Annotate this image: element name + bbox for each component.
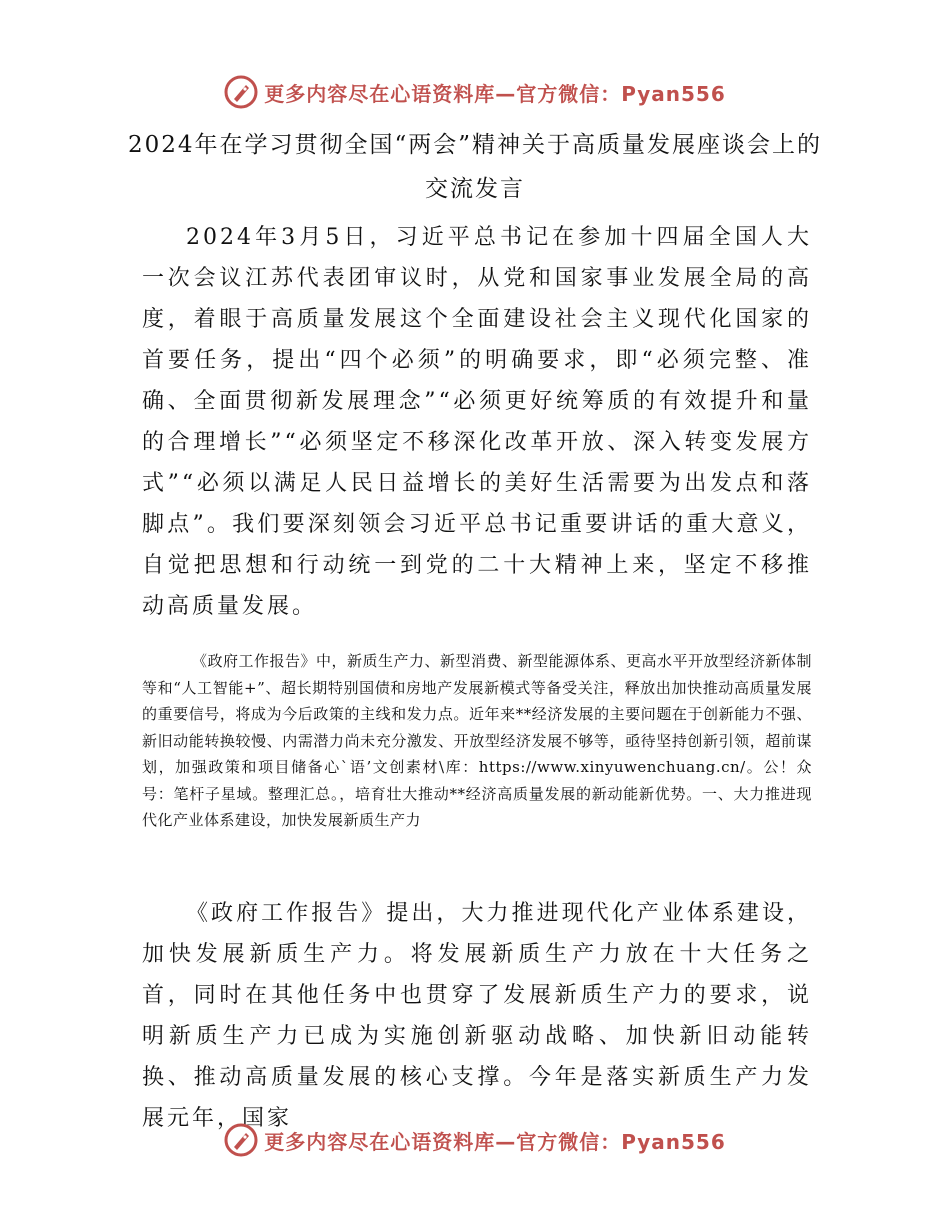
body-paragraph-small: 《政府工作报告》中，新质生产力、新型消费、新型能源体系、更高水平开放型经济新体制等和“人工智能+”、超长期特别国债和房地产发展新模式等备受关注，释放出加快推动高质量发展的重要信号，将成为今后政策的主线和发力点。近年来**经济发展的主要问题在于创新能力不强、新旧动能转换较慢、内需潜力尚未充分激发、开放型经济发展不够等，亟待坚持创新引领，超前谋划，加强政策和项目储备心`语’文创素材\库：https://www.xinyuwenchuang.cn/。公！众号：笔杆子星域。整理汇总。，培育壮大推动**经济高质量发展的新动能新优势。一、大力推进现代化产业体系建设，加快发展新质生产力 <box>142 652 813 829</box>
pen-nib-logo-icon <box>224 1123 258 1157</box>
pen-nib-logo-icon <box>224 75 258 109</box>
body-paragraph: 2024年3月5日，习近平总书记在参加十四届全国人大一次会议江苏代表团审议时，从党和国家事业发展全局的高度，着眼于高质量发展这个全面建设社会主义现代化国家的首要任务，提出“四个必须”的明确要求，即“必须完整、准确、全面贯彻新发展理念”“必须更好统筹质的有效提升和量的合理增长”“必须坚定不移深化改革开放、深入转变发展方式”“必须以满足人民日益增长的美好生活需要为出发点和落脚点”。我们要深刻领会习近平总书记重要讲话的重大意义，自觉把思想和行动统一到党的二十大精神上来，坚定不移推动高质量发展。 <box>142 225 812 619</box>
watermark-footer <box>0 1120 950 1160</box>
page-title: 2024年在学习贯彻全国“两会”精神关于高质量发展座谈会上的交流发言 <box>127 132 823 202</box>
watermark-text: 更多内容尽在心语资料库—官方微信：Pyan556 <box>264 81 726 106</box>
watermark-header <box>0 72 950 112</box>
watermark-text: 更多内容尽在心语资料库—官方微信：Pyan556 <box>264 1129 726 1154</box>
body-paragraph: 《政府工作报告》提出，大力推进现代化产业体系建设，加快发展新质生产力。将发展新质生产力放在十大任务之首，同时在其他任务中也贯穿了发展新质生产力的要求，说明新质生产力已成为实施创新驱动战略、加快新旧动能转换、推动高质量发展的核心支撑。今年是落实新质生产力发展元年，国家 <box>142 901 812 1131</box>
